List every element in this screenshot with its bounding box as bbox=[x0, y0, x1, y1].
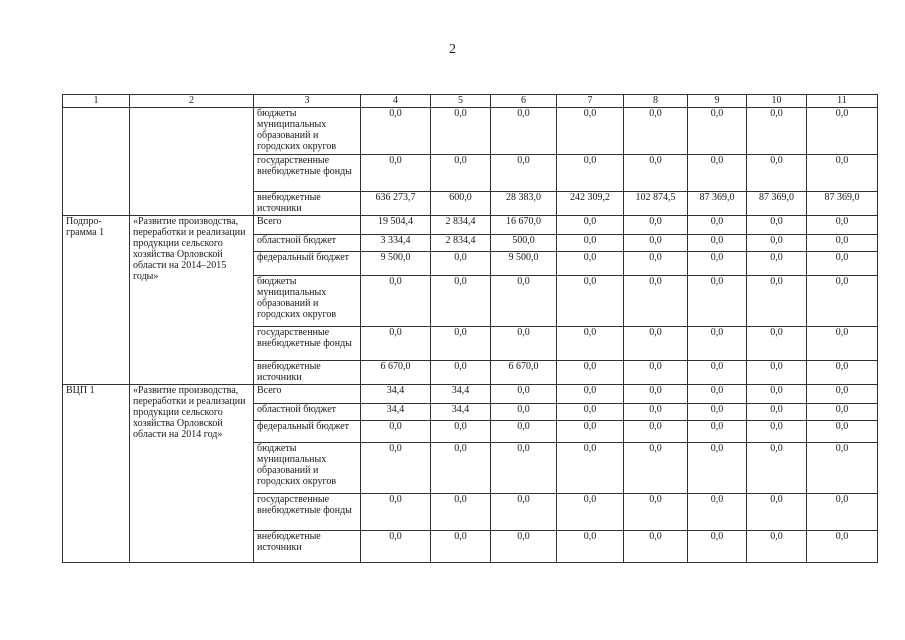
value-cell: 0,0 bbox=[361, 494, 431, 531]
value-cell: 0,0 bbox=[624, 252, 688, 276]
value-cell: 0,0 bbox=[747, 327, 807, 361]
value-cell: 0,0 bbox=[557, 361, 624, 385]
value-cell: 87 369,0 bbox=[807, 192, 878, 216]
table-row bbox=[63, 385, 878, 404]
value-cell: 0,0 bbox=[747, 421, 807, 443]
table-header-row bbox=[63, 95, 878, 108]
value-cell: 0,0 bbox=[747, 252, 807, 276]
funding-source: государственные внебюджетные фонды bbox=[254, 327, 361, 361]
funding-source: внебюджетные источники bbox=[254, 531, 361, 563]
value-cell: 0,0 bbox=[807, 235, 878, 252]
column-header: 7 bbox=[557, 95, 624, 108]
value-cell: 2 834,4 bbox=[431, 216, 491, 235]
value-cell: 0,0 bbox=[557, 327, 624, 361]
value-cell: 0,0 bbox=[807, 216, 878, 235]
program-title: «Развитие производства, переработки и реализации продукции сельского хозяйства Орловской области на 2014–2015 годы» bbox=[130, 216, 254, 385]
value-cell: 0,0 bbox=[807, 327, 878, 361]
value-cell: 0,0 bbox=[431, 421, 491, 443]
value-cell: 0,0 bbox=[624, 327, 688, 361]
funding-source: государственные внебюджетные фонды bbox=[254, 155, 361, 192]
value-cell: 0,0 bbox=[557, 443, 624, 494]
value-cell: 9 500,0 bbox=[361, 252, 431, 276]
value-cell: 0,0 bbox=[491, 531, 557, 563]
value-cell: 0,0 bbox=[688, 216, 747, 235]
value-cell: 0,0 bbox=[491, 155, 557, 192]
value-cell: 0,0 bbox=[431, 531, 491, 563]
value-cell: 6 670,0 bbox=[361, 361, 431, 385]
value-cell: 9 500,0 bbox=[491, 252, 557, 276]
value-cell: 0,0 bbox=[491, 385, 557, 404]
value-cell: 0,0 bbox=[557, 531, 624, 563]
funding-source: государственные внебюджетные фонды bbox=[254, 494, 361, 531]
column-header: 5 bbox=[431, 95, 491, 108]
value-cell: 6 670,0 bbox=[491, 361, 557, 385]
value-cell: 0,0 bbox=[491, 494, 557, 531]
value-cell: 0,0 bbox=[624, 494, 688, 531]
value-cell: 0,0 bbox=[747, 276, 807, 327]
value-cell: 0,0 bbox=[557, 155, 624, 192]
value-cell: 0,0 bbox=[624, 404, 688, 421]
value-cell: 0,0 bbox=[557, 252, 624, 276]
funding-source: федеральный бюджет bbox=[254, 252, 361, 276]
value-cell: 0,0 bbox=[807, 494, 878, 531]
value-cell: 242 309,2 bbox=[557, 192, 624, 216]
value-cell: 0,0 bbox=[491, 404, 557, 421]
value-cell: 102 874,5 bbox=[624, 192, 688, 216]
value-cell: 0,0 bbox=[361, 443, 431, 494]
value-cell: 0,0 bbox=[624, 155, 688, 192]
value-cell: 0,0 bbox=[807, 385, 878, 404]
value-cell: 0,0 bbox=[557, 108, 624, 155]
value-cell: 34,4 bbox=[361, 385, 431, 404]
column-header: 2 bbox=[130, 95, 254, 108]
value-cell: 0,0 bbox=[747, 494, 807, 531]
value-cell: 28 383,0 bbox=[491, 192, 557, 216]
program-title: «Развитие производства, переработки и реализации продукции сельского хозяйства Орловской области на 2014 год» bbox=[130, 385, 254, 563]
value-cell: 0,0 bbox=[624, 385, 688, 404]
value-cell: 0,0 bbox=[431, 252, 491, 276]
value-cell: 0,0 bbox=[688, 404, 747, 421]
funding-table bbox=[62, 94, 878, 563]
value-cell: 500,0 bbox=[491, 235, 557, 252]
value-cell: 0,0 bbox=[747, 235, 807, 252]
value-cell: 0,0 bbox=[431, 443, 491, 494]
value-cell: 0,0 bbox=[491, 443, 557, 494]
value-cell: 2 834,4 bbox=[431, 235, 491, 252]
value-cell: 0,0 bbox=[491, 327, 557, 361]
value-cell: 0,0 bbox=[688, 443, 747, 494]
value-cell: 0,0 bbox=[491, 108, 557, 155]
funding-source: областной бюджет bbox=[254, 404, 361, 421]
funding-source: внебюджетные источники bbox=[254, 361, 361, 385]
value-cell: 0,0 bbox=[624, 361, 688, 385]
value-cell: 0,0 bbox=[624, 421, 688, 443]
value-cell: 0,0 bbox=[747, 361, 807, 385]
value-cell: 0,0 bbox=[431, 361, 491, 385]
value-cell: 0,0 bbox=[807, 404, 878, 421]
value-cell: 0,0 bbox=[807, 443, 878, 494]
value-cell: 0,0 bbox=[807, 531, 878, 563]
table-row bbox=[63, 108, 878, 155]
value-cell: 0,0 bbox=[431, 276, 491, 327]
column-header: 9 bbox=[688, 95, 747, 108]
value-cell: 0,0 bbox=[624, 216, 688, 235]
value-cell: 600,0 bbox=[431, 192, 491, 216]
column-header: 6 bbox=[491, 95, 557, 108]
value-cell: 34,4 bbox=[431, 404, 491, 421]
funding-source: Всего bbox=[254, 385, 361, 404]
value-cell: 34,4 bbox=[361, 404, 431, 421]
program-title bbox=[130, 108, 254, 216]
value-cell: 0,0 bbox=[688, 276, 747, 327]
value-cell: 0,0 bbox=[747, 108, 807, 155]
value-cell: 0,0 bbox=[361, 421, 431, 443]
value-cell: 0,0 bbox=[431, 494, 491, 531]
value-cell: 0,0 bbox=[747, 155, 807, 192]
value-cell: 0,0 bbox=[624, 108, 688, 155]
value-cell: 0,0 bbox=[688, 108, 747, 155]
column-header: 4 bbox=[361, 95, 431, 108]
funding-source: Всего bbox=[254, 216, 361, 235]
value-cell: 0,0 bbox=[361, 155, 431, 192]
column-header: 1 bbox=[63, 95, 130, 108]
value-cell: 0,0 bbox=[688, 155, 747, 192]
funding-source: бюджеты муниципальных образований и городских округов bbox=[254, 108, 361, 155]
value-cell: 0,0 bbox=[747, 404, 807, 421]
value-cell: 0,0 bbox=[557, 276, 624, 327]
value-cell: 0,0 bbox=[688, 531, 747, 563]
value-cell: 0,0 bbox=[807, 361, 878, 385]
value-cell: 34,4 bbox=[431, 385, 491, 404]
funding-source: бюджеты муниципальных образований и городских округов bbox=[254, 276, 361, 327]
column-header: 10 bbox=[747, 95, 807, 108]
value-cell: 0,0 bbox=[361, 327, 431, 361]
value-cell: 0,0 bbox=[557, 216, 624, 235]
value-cell: 0,0 bbox=[688, 235, 747, 252]
value-cell: 0,0 bbox=[557, 421, 624, 443]
value-cell: 0,0 bbox=[747, 385, 807, 404]
funding-source: федеральный бюджет bbox=[254, 421, 361, 443]
value-cell: 0,0 bbox=[807, 155, 878, 192]
value-cell: 0,0 bbox=[624, 531, 688, 563]
value-cell: 0,0 bbox=[688, 252, 747, 276]
value-cell: 87 369,0 bbox=[747, 192, 807, 216]
funding-source: внебюджетные источники bbox=[254, 192, 361, 216]
table-body bbox=[63, 108, 878, 563]
value-cell: 0,0 bbox=[807, 252, 878, 276]
value-cell: 0,0 bbox=[688, 494, 747, 531]
page-number: 2 bbox=[449, 42, 456, 57]
program-code bbox=[63, 108, 130, 216]
funding-source: бюджеты муниципальных образований и городских округов bbox=[254, 443, 361, 494]
table-row bbox=[63, 216, 878, 235]
value-cell: 87 369,0 bbox=[688, 192, 747, 216]
value-cell: 0,0 bbox=[431, 108, 491, 155]
value-cell: 0,0 bbox=[361, 531, 431, 563]
value-cell: 0,0 bbox=[624, 443, 688, 494]
value-cell: 16 670,0 bbox=[491, 216, 557, 235]
value-cell: 0,0 bbox=[807, 108, 878, 155]
value-cell: 0,0 bbox=[807, 276, 878, 327]
program-code: ВЦП 1 bbox=[63, 385, 130, 563]
value-cell: 0,0 bbox=[557, 235, 624, 252]
value-cell: 0,0 bbox=[624, 276, 688, 327]
value-cell: 0,0 bbox=[747, 443, 807, 494]
column-header: 3 bbox=[254, 95, 361, 108]
column-header: 8 bbox=[624, 95, 688, 108]
value-cell: 0,0 bbox=[747, 216, 807, 235]
value-cell: 0,0 bbox=[807, 421, 878, 443]
value-cell: 0,0 bbox=[431, 155, 491, 192]
funding-source: областной бюджет bbox=[254, 235, 361, 252]
value-cell: 19 504,4 bbox=[361, 216, 431, 235]
value-cell: 0,0 bbox=[361, 108, 431, 155]
value-cell: 0,0 bbox=[431, 327, 491, 361]
value-cell: 0,0 bbox=[491, 421, 557, 443]
program-code: Подпро-грамма 1 bbox=[63, 216, 130, 385]
value-cell: 0,0 bbox=[688, 327, 747, 361]
value-cell: 636 273,7 bbox=[361, 192, 431, 216]
value-cell: 0,0 bbox=[361, 276, 431, 327]
value-cell: 3 334,4 bbox=[361, 235, 431, 252]
value-cell: 0,0 bbox=[688, 421, 747, 443]
value-cell: 0,0 bbox=[557, 385, 624, 404]
value-cell: 0,0 bbox=[624, 235, 688, 252]
value-cell: 0,0 bbox=[491, 276, 557, 327]
value-cell: 0,0 bbox=[747, 531, 807, 563]
value-cell: 0,0 bbox=[557, 404, 624, 421]
value-cell: 0,0 bbox=[688, 385, 747, 404]
value-cell: 0,0 bbox=[688, 361, 747, 385]
column-header: 11 bbox=[807, 95, 878, 108]
value-cell: 0,0 bbox=[557, 494, 624, 531]
